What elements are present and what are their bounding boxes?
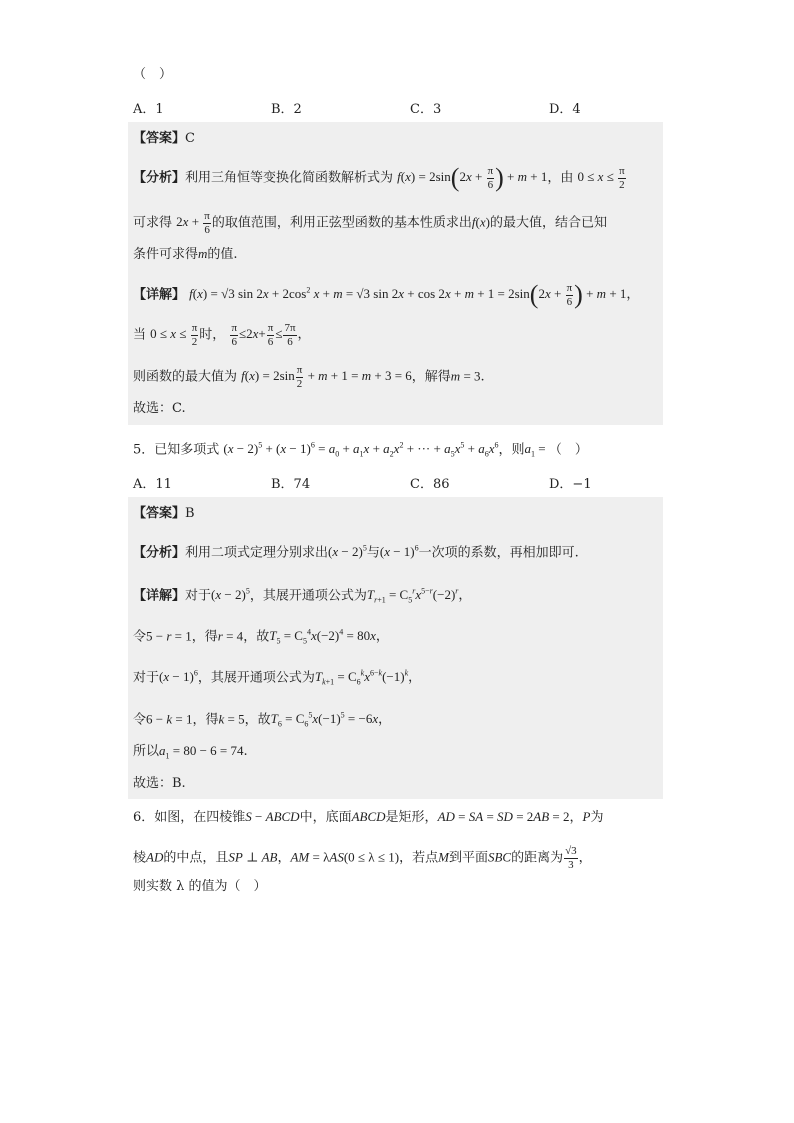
q5-detail-line1: 【详解】对于$(x - 2)^5$，其展开通项公式为$T_{r+1} = C_5^rx^{5-r}(-2)^r$， [133,587,472,605]
q5-analysis: 【分析】利用二项式定理分别求出$(x - 2)^5$与$(x - 1)^6$一次项的系数，再相加即可. [133,544,579,561]
q4-option-d: D．4 [549,102,581,117]
q5-detail-line4: 令6 − k = 1，得k = 5，故$T_6 = C_6^5x(-1)^5 = -6x$， [133,711,392,729]
q6-line2: 棱AD的中点，且SP ⊥ AB，AM = λAS(0 ≤ λ ≤ 1)，若点M到平面SBC的距离为 $\frac{√3}{3}$ ， [133,845,592,871]
q5-answer: 【答案】B [133,506,195,521]
q5-option-d: D．−1 [549,477,592,492]
q4-choice: 故选：C. [133,401,186,416]
q6-line3: 则实数 λ 的值为（ ） [133,879,267,894]
q5-stem: 5．已知多项式 $(x - 2)^5 + (x - 1)^6 = a_0 + a_1x + a_2x^2$ + ··· + $a_5x^5 + a_6x^6$，则$a_1$ = （ ） [133,441,588,459]
q4-detail-line2: 当 0 ≤ x ≤ $\frac{\pi}{2}$ 时， $\frac{\pi}{6}$ ≤2x+ $\frac{\pi}{6}$ ≤ $\frac{7\pi}{6}$ ， [133,322,311,348]
q5-detail-line5: 所以$a_1 = 80 - 6 = 74$. [133,743,248,761]
q4-detail-line1: 【详解】 f(x) = √3 $\sin 2x + 2\cos^2$ x + m = √3 sin 2x + cos 2x + m + 1 = 2sin(2x + $\frac{\pi}{6}$ ) + m + 1， [133,280,640,310]
q6-line1: 6．如图，在四棱锥S − ABCD中，底面ABCD是矩形，AD = SA = SD = 2AB = 2，P为 [133,809,604,825]
q5-option-c: C．86 [410,477,450,492]
q4-answer: 【答案】C [133,131,195,146]
q4-detail-line3: 则函数的最大值为 f(x) = 2sin $\frac{\pi}{2}$ + m + 1 = m + 3 = 6，解得m = 3. [133,364,485,390]
q5-choice: 故选：B. [133,776,186,791]
q5-option-b: B．74 [271,477,311,492]
q4-paren: （ ） [133,67,173,82]
q5-detail-line3: 对于$(x - 1)^6$，其展开通项公式为$T_{k+1} = C_6^kx^{6-k}(-1)^k$， [133,669,422,687]
q4-analysis-line2: 可求得 2x + $\frac{\pi}{6}$ 的取值范围，利用正弦型函数的基本性质求出f(x)的最大值，结合已知 [133,210,607,236]
q4-option-c: C．3 [410,102,442,117]
q5-detail-line2: 令5 − r = 1，得r = 4，故$T_5 = C_5^4x(-2)^4 = 80x$， [133,628,389,646]
q5-option-a: A．11 [133,477,172,492]
q4-option-b: B．2 [271,102,302,117]
q4-analysis-line3: 条件可求得m的值. [133,246,238,262]
q4-option-a: A．1 [133,102,164,117]
q4-analysis-line1: 【分析】利用三角恒等变换化简函数解析式为 f(x) = 2sin(2x + $\frac{\pi}{6}$ ) + m + 1，由 0 ≤ x ≤ $\frac{\pi}{2}$ [133,163,625,193]
